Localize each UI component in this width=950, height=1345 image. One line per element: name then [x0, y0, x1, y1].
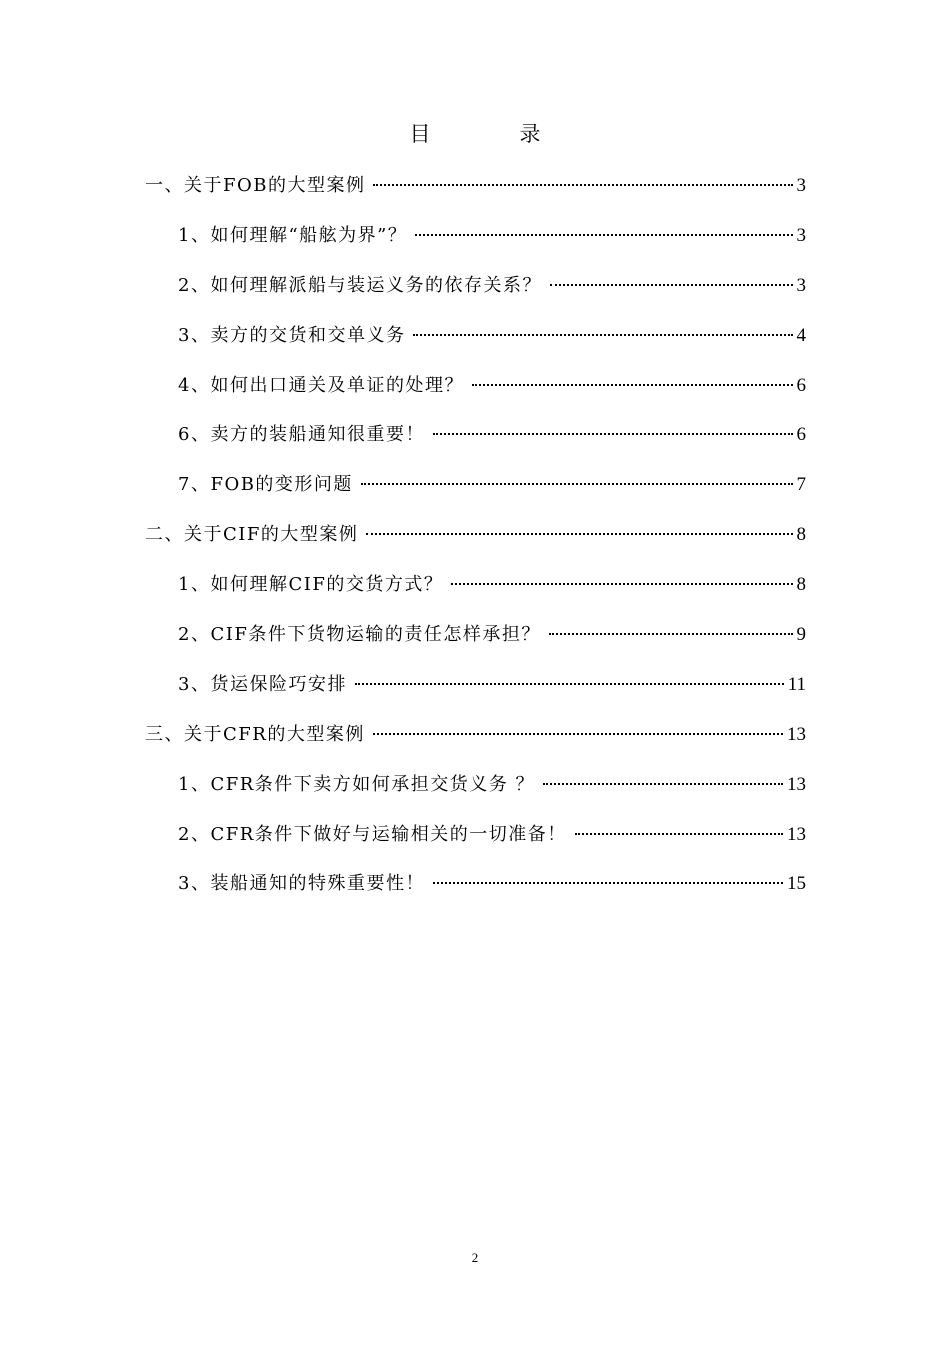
toc-entry-title: 2、CIF条件下货物运输的责任怎样承担？	[178, 624, 541, 646]
toc-dot-leader	[433, 882, 783, 884]
toc-entry-page: 9	[796, 624, 806, 646]
toc-subsection-entry[interactable]	[145, 372, 806, 422]
toc-entry-page: 8	[796, 574, 806, 596]
toc-subsection-entry[interactable]	[145, 870, 806, 920]
toc-dot-leader	[355, 683, 784, 685]
toc-dot-leader	[433, 433, 793, 435]
toc-entry-title: 1、CFR条件下卖方如何承担交货义务 ？	[178, 773, 535, 795]
toc-subsection-entry[interactable]	[145, 621, 806, 671]
page-title: 目 录	[409, 122, 575, 146]
toc-dot-leader	[451, 583, 792, 585]
toc-section-entry[interactable]	[145, 521, 806, 571]
toc-dot-leader	[366, 533, 792, 535]
toc-dot-leader	[550, 284, 793, 286]
toc-entry-title: 二、关于CIF的大型案例	[145, 524, 359, 546]
toc-subsection-entry[interactable]	[145, 771, 806, 821]
toc-section-entry[interactable]	[145, 172, 806, 222]
toc-entry-page: 11	[787, 673, 806, 695]
toc-entry-page: 8	[796, 524, 806, 546]
toc-entry-title: 3、装船通知的特殊重要性！	[178, 873, 425, 895]
toc-entry-page: 13	[787, 723, 806, 745]
toc-subsection-entry[interactable]	[145, 272, 806, 322]
toc-entry-title: 2、CFR条件下做好与运输相关的一切准备！	[178, 823, 567, 845]
toc-dot-leader	[373, 733, 783, 735]
toc-entry-page: 6	[796, 424, 806, 446]
toc-entry-title: 3、卖方的交货和交单义务	[178, 324, 406, 346]
toc-entry-page: 3	[796, 175, 806, 196]
toc-entry-page: 13	[787, 823, 806, 845]
toc-subsection-entry[interactable]	[145, 671, 806, 721]
toc-subsection-entry[interactable]	[145, 471, 806, 521]
toc-dot-leader	[361, 483, 793, 485]
toc-entry-title: 1、如何理解CIF的交货方式？	[178, 574, 444, 596]
toc-subsection-entry[interactable]	[145, 322, 806, 372]
toc-dot-leader	[413, 334, 792, 336]
toc-entry-page: 4	[796, 324, 806, 346]
toc-entry-page: 3	[796, 224, 806, 246]
toc-entry-page: 15	[787, 873, 806, 895]
toc-dot-leader	[549, 633, 793, 635]
toc-subsection-entry[interactable]	[145, 821, 806, 871]
toc-dot-leader	[415, 234, 792, 236]
toc-entry-title: 6、卖方的装船通知很重要！	[178, 424, 425, 446]
toc-entry-page: 13	[787, 773, 806, 795]
toc-entry-title: 3、货运保险巧安排	[178, 673, 347, 695]
table-of-contents	[145, 172, 806, 920]
toc-entry-page: 3	[796, 274, 806, 296]
toc-entry-title: 4、如何出口通关及单证的处理？	[178, 374, 464, 396]
toc-subsection-entry[interactable]	[145, 222, 806, 272]
toc-dot-leader	[373, 184, 792, 186]
toc-dot-leader	[543, 783, 783, 785]
toc-dot-leader	[575, 833, 783, 835]
page-number: 2	[471, 1250, 479, 1265]
toc-dot-leader	[472, 384, 793, 386]
toc-subsection-entry[interactable]	[145, 421, 806, 471]
toc-entry-title: 三、关于CFR的大型案例	[145, 723, 365, 745]
toc-subsection-entry[interactable]	[145, 571, 806, 621]
toc-entry-title: 1、如何理解“船舷为界”？	[178, 224, 408, 246]
toc-entry-title: 7、FOB的变形问题	[178, 474, 353, 496]
toc-section-entry[interactable]	[145, 721, 806, 771]
toc-entry-page: 7	[796, 474, 806, 496]
toc-entry-title: 2、如何理解派船与装运义务的依存关系？	[178, 274, 542, 296]
toc-entry-page: 6	[796, 374, 806, 396]
toc-entry-title: 一、关于FOB的大型案例	[145, 175, 366, 196]
